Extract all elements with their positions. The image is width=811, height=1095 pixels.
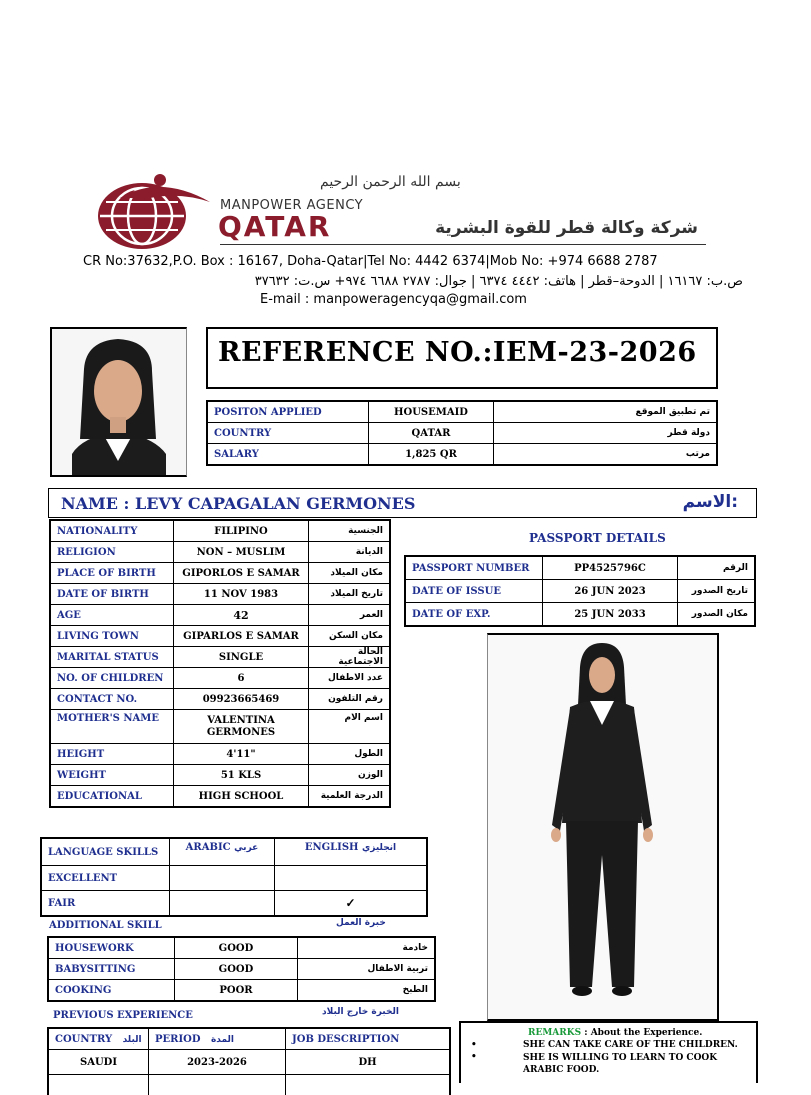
table-row <box>405 556 755 580</box>
personal-key: NO. OF CHILDREN <box>50 668 174 689</box>
skill-value: GOOD <box>175 937 298 959</box>
header-rule <box>220 244 706 245</box>
table-row <box>405 603 755 627</box>
email-line: E-mail : manpoweragencyqa@gmail.com <box>260 292 527 307</box>
experience-title: PREVIOUS EXPERIENCE <box>53 1010 193 1021</box>
additional-skill-title-arabic: خبرة العمل <box>336 918 386 928</box>
personal-arabic: الدرجة العلمية <box>309 786 391 808</box>
experience-empty-cell <box>149 1075 286 1095</box>
job-value: 1,825 QR <box>369 444 494 466</box>
experience-country: SAUDI <box>48 1050 149 1075</box>
table-row <box>41 866 427 891</box>
personal-value: SINGLE <box>174 647 309 668</box>
skill-value: POOR <box>175 980 298 1002</box>
english-column-header: ENGLISH انجليزي <box>275 838 428 866</box>
skill-key: BABYSITTING <box>48 959 175 980</box>
personal-arabic: الجنسية <box>309 520 391 542</box>
passport-arabic: مكان الصدور <box>678 603 756 627</box>
table-row <box>48 1050 450 1075</box>
table-row <box>41 838 427 866</box>
table-row <box>50 710 390 744</box>
skill-key: COOKING <box>48 980 175 1002</box>
table-row <box>50 584 390 605</box>
personal-key: EDUCATIONAL <box>50 786 174 808</box>
personal-arabic: رقم التلفون <box>309 689 391 710</box>
table-row <box>207 401 717 423</box>
company-name-big: QATAR <box>218 210 331 243</box>
personal-arabic: مكان السكن <box>309 626 391 647</box>
table-row <box>207 444 717 466</box>
company-name-small: MANPOWER AGENCY <box>220 198 363 213</box>
job-table <box>206 400 718 466</box>
remarks-suffix: : About the Experience. <box>584 1028 702 1038</box>
personal-value: 51 KLS <box>174 765 309 786</box>
portrait-photo <box>50 327 187 477</box>
job-key: COUNTRY <box>207 423 369 444</box>
remarks-box: REMARKS : About the Experience. • SHE CAN TAKE CARE OF THE CHILDREN. • SHE IS WILLING TO LEARN TO COOK ARABIC FOOD. <box>459 1021 758 1083</box>
personal-key: NATIONALITY <box>50 520 174 542</box>
company-name-arabic: شركة وكالة قطر للقوة البشرية <box>398 218 698 238</box>
english-level-cell: ✓ <box>275 891 428 917</box>
table-row <box>50 605 390 626</box>
personal-arabic: اسم الام <box>309 710 391 744</box>
experience-period: 2023-2026 <box>149 1050 286 1075</box>
personal-key: HEIGHT <box>50 744 174 765</box>
table-row <box>48 937 435 959</box>
personal-value: GIPORLOS E SAMAR <box>174 563 309 584</box>
table-row <box>50 744 390 765</box>
personal-key: MOTHER'S NAME <box>50 710 174 744</box>
table-row <box>48 1075 450 1095</box>
reference-box <box>206 327 718 389</box>
job-key: SALARY <box>207 444 369 466</box>
candidate-name: NAME : LEVY CAPAGALAN GERMONES <box>61 494 415 513</box>
experience-header-country: COUNTRY البلد <box>48 1028 149 1050</box>
table-row <box>50 786 390 808</box>
personal-value: VALENTINA GERMONES <box>174 710 309 744</box>
personal-key: MARITAL STATUS <box>50 647 174 668</box>
table-row <box>50 520 390 542</box>
passport-key: DATE OF EXP. <box>405 603 543 627</box>
skill-arabic: تربية الاطفال <box>298 959 436 980</box>
personal-value: 6 <box>174 668 309 689</box>
personal-key: PLACE OF BIRTH <box>50 563 174 584</box>
personal-key: RELIGION <box>50 542 174 563</box>
table-row <box>405 580 755 603</box>
job-arabic: تم تطبيق الموقع <box>494 401 718 423</box>
personal-value: 4'11" <box>174 744 309 765</box>
table-row <box>207 423 717 444</box>
arabic-level-cell <box>170 866 275 891</box>
personal-key: LIVING TOWN <box>50 626 174 647</box>
language-level: EXCELLENT <box>41 866 170 891</box>
personal-value: 11 NOV 1983 <box>174 584 309 605</box>
table-row <box>50 668 390 689</box>
table-row <box>50 563 390 584</box>
experience-empty-cell <box>286 1075 451 1095</box>
experience-empty-cell <box>48 1075 149 1095</box>
full-body-photo <box>487 633 719 1021</box>
table-row <box>48 959 435 980</box>
reference-number: REFERENCE NO.:IEM-23-2026 <box>218 337 697 368</box>
personal-arabic: مكان الميلاد <box>309 563 391 584</box>
job-value: QATAR <box>369 423 494 444</box>
table-row <box>50 765 390 786</box>
personal-arabic: تاريخ الميلاد <box>309 584 391 605</box>
table-row <box>50 542 390 563</box>
language-level: FAIR <box>41 891 170 917</box>
job-key: POSITON APPLIED <box>207 401 369 423</box>
passport-key: PASSPORT NUMBER <box>405 556 543 580</box>
name-arabic-label: الاسم: <box>683 492 738 512</box>
personal-key: WEIGHT <box>50 765 174 786</box>
personal-key: CONTACT NO. <box>50 689 174 710</box>
passport-value: PP4525796C <box>543 556 678 580</box>
remarks-label: REMARKS <box>528 1028 581 1038</box>
passport-arabic: تاريخ الصدور <box>678 580 756 603</box>
letterhead <box>80 170 750 310</box>
contact-line-ar: ص.ب: ١٦١٦٧ | الدوحة–قطر | هاتف: ٤٤٤٢ ٦٣٧٤ | جوال: ٢٧٨٧ ٦٦٨٨ ٩٧٤+ س.ت: ٣٧٦٣٢ <box>85 274 743 289</box>
passport-value: 25 JUN 2033 <box>543 603 678 627</box>
skill-key: HOUSEWORK <box>48 937 175 959</box>
additional-skill-title: ADDITIONAL SKILL <box>49 920 162 931</box>
table-row <box>50 689 390 710</box>
remarks-heading <box>528 1028 702 1038</box>
skills-table <box>47 936 436 1002</box>
personal-arabic: الديانة <box>309 542 391 563</box>
job-value: HOUSEMAID <box>369 401 494 423</box>
globe-logo-icon <box>80 172 215 252</box>
experience-header-job: JOB DESCRIPTION <box>286 1028 451 1050</box>
table-row <box>41 891 427 917</box>
basmala: بسم الله الرحمن الرحيم <box>320 174 461 190</box>
skill-value: GOOD <box>175 959 298 980</box>
table-row <box>48 1028 450 1050</box>
personal-value: 42 <box>174 605 309 626</box>
contact-line-en: CR No:37632,P.O. Box : 16167, Doha-Qatar|Tel No: 4442 6374|Mob No: +974 6688 2787 <box>83 254 658 269</box>
passport-title: PASSPORT DETAILS <box>529 531 666 545</box>
passport-value: 26 JUN 2023 <box>543 580 678 603</box>
personal-value: FILIPINO <box>174 520 309 542</box>
passport-key: DATE OF ISSUE <box>405 580 543 603</box>
experience-title-arabic: الخبرة خارج البلاد <box>322 1007 399 1017</box>
personal-arabic: عدد الاطفال <box>309 668 391 689</box>
job-arabic: دولة قطر <box>494 423 718 444</box>
english-level-cell <box>275 866 428 891</box>
personal-value: HIGH SCHOOL <box>174 786 309 808</box>
arabic-level-cell <box>170 891 275 917</box>
table-row <box>50 626 390 647</box>
language-table <box>40 837 428 917</box>
personal-value: 09923665469 <box>174 689 309 710</box>
experience-job: DH <box>286 1050 451 1075</box>
passport-arabic: الرقم <box>678 556 756 580</box>
personal-table <box>49 519 391 808</box>
personal-key: DATE OF BIRTH <box>50 584 174 605</box>
passport-table <box>404 555 756 627</box>
personal-arabic: الحالة الاجتماعية <box>309 647 391 668</box>
table-row <box>48 980 435 1002</box>
skill-arabic: خادمة <box>298 937 436 959</box>
personal-value: NON – MUSLIM <box>174 542 309 563</box>
language-header: LANGUAGE SKILLS <box>41 838 170 866</box>
personal-key: AGE <box>50 605 174 626</box>
experience-table <box>47 1027 451 1095</box>
table-row <box>50 647 390 668</box>
skill-arabic: الطبخ <box>298 980 436 1002</box>
job-arabic: مرتب <box>494 444 718 466</box>
personal-arabic: الوزن <box>309 765 391 786</box>
experience-header-period: PERIOD المدة <box>149 1028 286 1050</box>
personal-arabic: العمر <box>309 605 391 626</box>
name-bar <box>48 488 757 518</box>
arabic-column-header: ARABIC عربي <box>170 838 275 866</box>
personal-arabic: الطول <box>309 744 391 765</box>
personal-value: GIPARLOS E SAMAR <box>174 626 309 647</box>
